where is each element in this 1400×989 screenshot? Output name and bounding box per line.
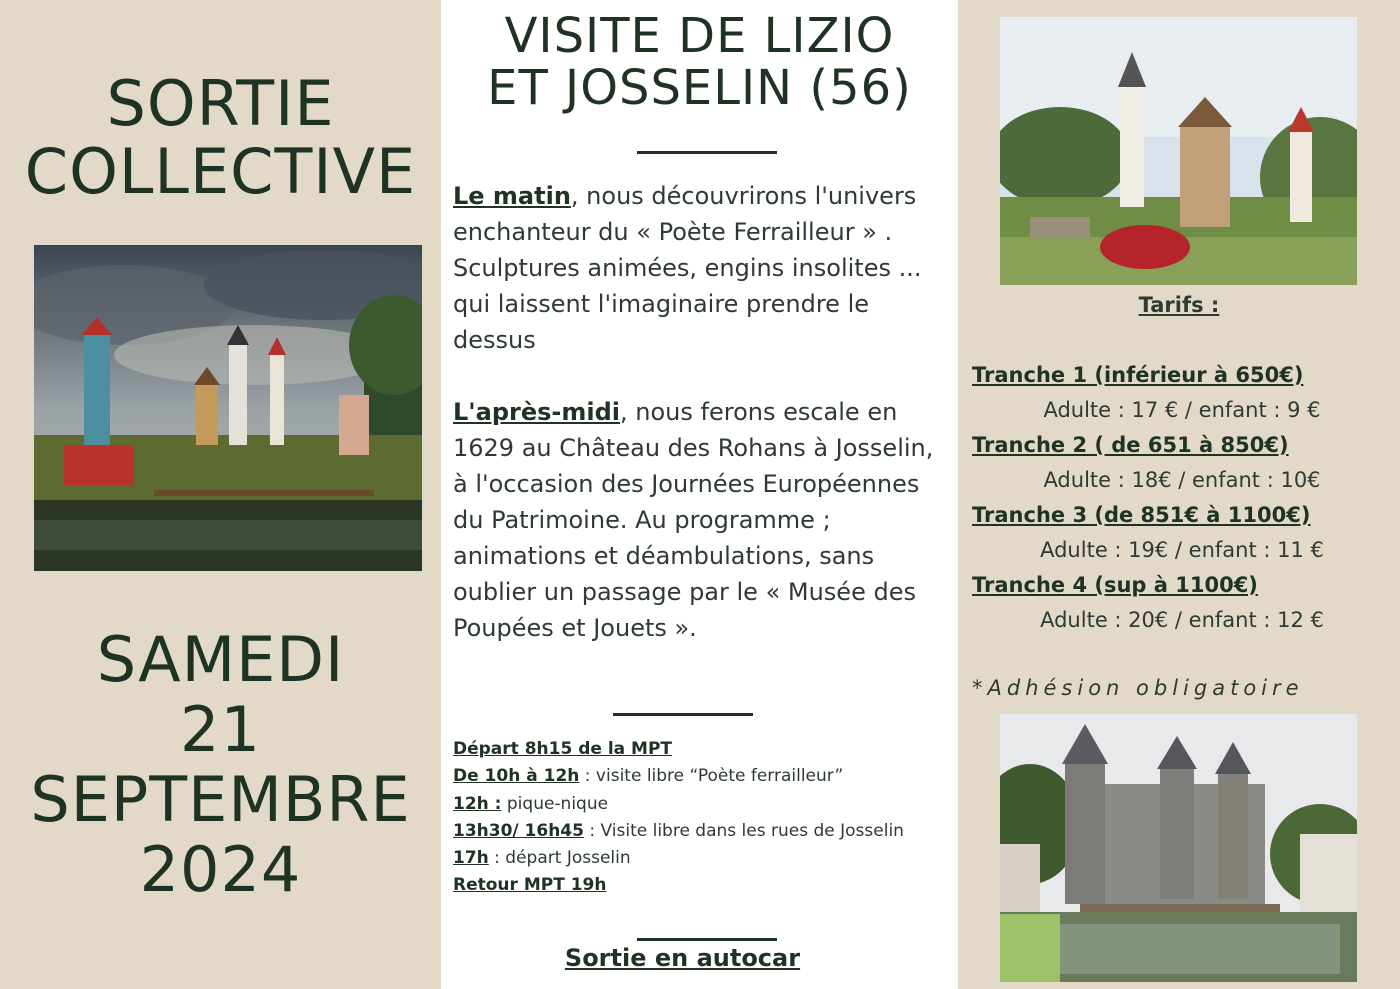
schedule-item	[453, 872, 948, 899]
schedule-time: Retour MPT 19h	[453, 875, 607, 896]
schedule-time: 13h30/ 16h45	[453, 820, 584, 841]
heading-line-1: SORTIE	[106, 67, 335, 140]
tranche-price: Adulte : 18€ / enfant : 10€	[1043, 468, 1321, 492]
tranche-title: Tranche 1 (inférieur à 650€)	[972, 363, 1304, 387]
morning-label: Le matin	[453, 182, 571, 210]
poete-ferrailleur-photo	[34, 245, 422, 571]
date-year: 2024	[139, 833, 302, 906]
afternoon-label: L'après-midi	[453, 398, 621, 426]
divider	[613, 713, 753, 716]
tranche-price: Adulte : 20€ / enfant : 12 €	[1040, 608, 1324, 632]
schedule-time: 17h	[453, 848, 489, 869]
schedule-item	[453, 845, 948, 872]
title-line-1: VISITE DE LIZIO	[504, 8, 895, 64]
schedule-item	[453, 791, 948, 818]
schedule-text: : Visite libre dans les rues de Josselin	[583, 820, 904, 841]
schedule-time: De 10h à 12h	[453, 766, 580, 787]
schedule-time: Départ 8h15 de la MPT	[453, 739, 673, 759]
sortie-collective-heading	[0, 67, 441, 208]
divider	[637, 938, 777, 941]
date-heading	[0, 625, 441, 905]
heading-line-2: COLLECTIVE	[24, 135, 417, 208]
morning-text: , nous découvrirons l'univers enchanteur du « Poète Ferrailleur » . Sculptures animées, engins insolites ... qui laissent l'imaginaire prendre le dessus	[453, 182, 922, 354]
chateau-josselin-photo	[1000, 714, 1357, 982]
date-month: SEPTEMBRE	[30, 763, 411, 836]
title-line-2: ET JOSSELIN (56)	[487, 60, 912, 116]
afternoon-text: , nous ferons escale en 1629 au Château des Rohans à Josselin, à l'occasion des Journées Européennes du Patrimoine. Au programme ; animations et déambulations, sans oublier un passage par le « Musée des Poupées et Jouets ».	[453, 398, 934, 642]
tranche-title: Tranche 2 ( de 651 à 850€)	[972, 433, 1289, 457]
tranche-price: Adulte : 19€ / enfant : 11 €	[1040, 538, 1324, 562]
tranche-title: Tranche 3 (de 851€ à 1100€)	[972, 503, 1311, 527]
schedule-item	[453, 763, 948, 790]
schedule-item	[453, 736, 948, 763]
page-title	[441, 10, 958, 114]
schedule-list	[453, 736, 948, 900]
tranche-title: Tranche 4 (sup à 1100€)	[972, 573, 1258, 597]
schedule-text: pique-nique	[501, 793, 609, 814]
date-day: 21	[180, 693, 261, 766]
afternoon-paragraph	[453, 394, 948, 646]
tarifs-heading: Tarifs :	[1138, 293, 1220, 317]
transport-note: Sortie en autocar	[564, 944, 801, 972]
divider	[637, 151, 777, 154]
tranche-price: Adulte : 17 € / enfant : 9 €	[1043, 398, 1321, 422]
schedule-text: : visite libre “Poète ferrailleur”	[579, 766, 844, 787]
schedule-time: 12h :	[453, 793, 502, 814]
schedule-text: : départ Josselin	[488, 848, 631, 869]
poete-ferrailleur-towers-photo	[1000, 17, 1357, 285]
date-weekday: SAMEDI	[96, 623, 345, 696]
morning-paragraph	[453, 178, 948, 358]
schedule-item	[453, 818, 948, 845]
membership-note: *Adhésion obligatoire	[972, 676, 1304, 700]
